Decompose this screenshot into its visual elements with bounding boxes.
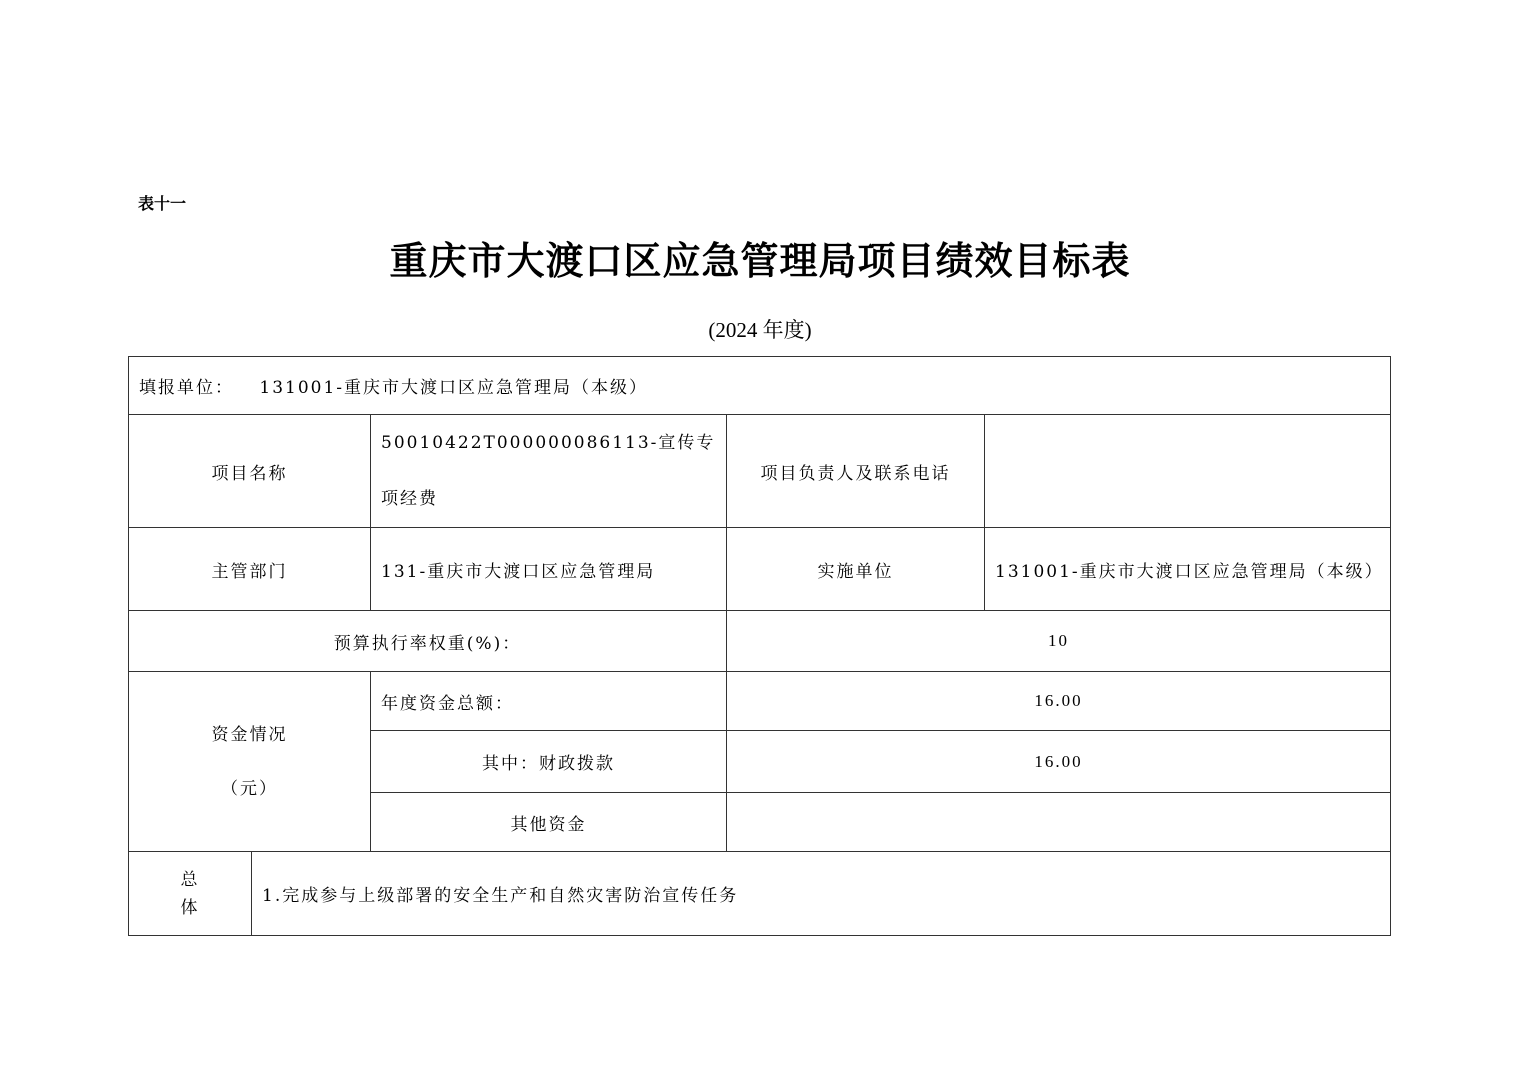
fiscal-year: (2024 年度): [708, 318, 812, 342]
dept-value: 131-重庆市大渡口区应急管理局: [371, 528, 727, 611]
funds-label-line1: 资金情况: [211, 724, 288, 745]
overall-goal-label-line1: 总: [180, 869, 200, 890]
table-row: [129, 415, 1391, 528]
impl-unit-label: 实施单位: [727, 528, 985, 611]
contact-label: 项目负责人及联系电话: [727, 415, 985, 528]
table-row: [129, 528, 1391, 611]
overall-goal-value: 1.完成参与上级部署的安全生产和自然灾害防治宣传任务: [252, 852, 1391, 936]
project-name-value: 50010422T000000086113-宣传专项经费: [381, 433, 716, 509]
contact-value: [985, 415, 1391, 528]
other-funds-label: 其他资金: [371, 793, 727, 852]
total-funds-label: 年度资金总额：: [371, 672, 727, 731]
table-row: [129, 611, 1391, 672]
overall-goal-label: [129, 852, 252, 936]
reporting-unit-cell: [129, 357, 1391, 415]
overall-goal-label-line2: 体: [180, 897, 200, 918]
funds-label: [129, 672, 371, 852]
impl-unit-value: 131001-重庆市大渡口区应急管理局（本级）: [985, 528, 1391, 611]
budget-rate-value: 10: [727, 611, 1391, 672]
fiscal-funds-value: 16.00: [727, 731, 1391, 793]
other-funds-value: [727, 793, 1391, 852]
reporting-unit-label: 填报单位：: [139, 378, 234, 398]
budget-rate-label: 预算执行率权重(%)：: [129, 611, 727, 672]
reporting-unit-value: 131001-重庆市大渡口区应急管理局（本级）: [259, 378, 649, 398]
table-number: 表十一: [138, 194, 187, 213]
project-name-label: 项目名称: [129, 415, 371, 528]
performance-target-table: [128, 356, 1391, 936]
table-row: [129, 357, 1391, 415]
page-title: 重庆市大渡口区应急管理局项目绩效目标表: [389, 239, 1131, 283]
funds-label-line2: （元）: [221, 778, 278, 799]
table-row: [129, 672, 1391, 731]
table-row: [129, 852, 1391, 936]
project-name-cell: [371, 415, 727, 528]
fiscal-funds-label: 其中：财政拨款: [371, 731, 727, 793]
total-funds-value: 16.00: [727, 672, 1391, 731]
dept-label: 主管部门: [129, 528, 371, 611]
